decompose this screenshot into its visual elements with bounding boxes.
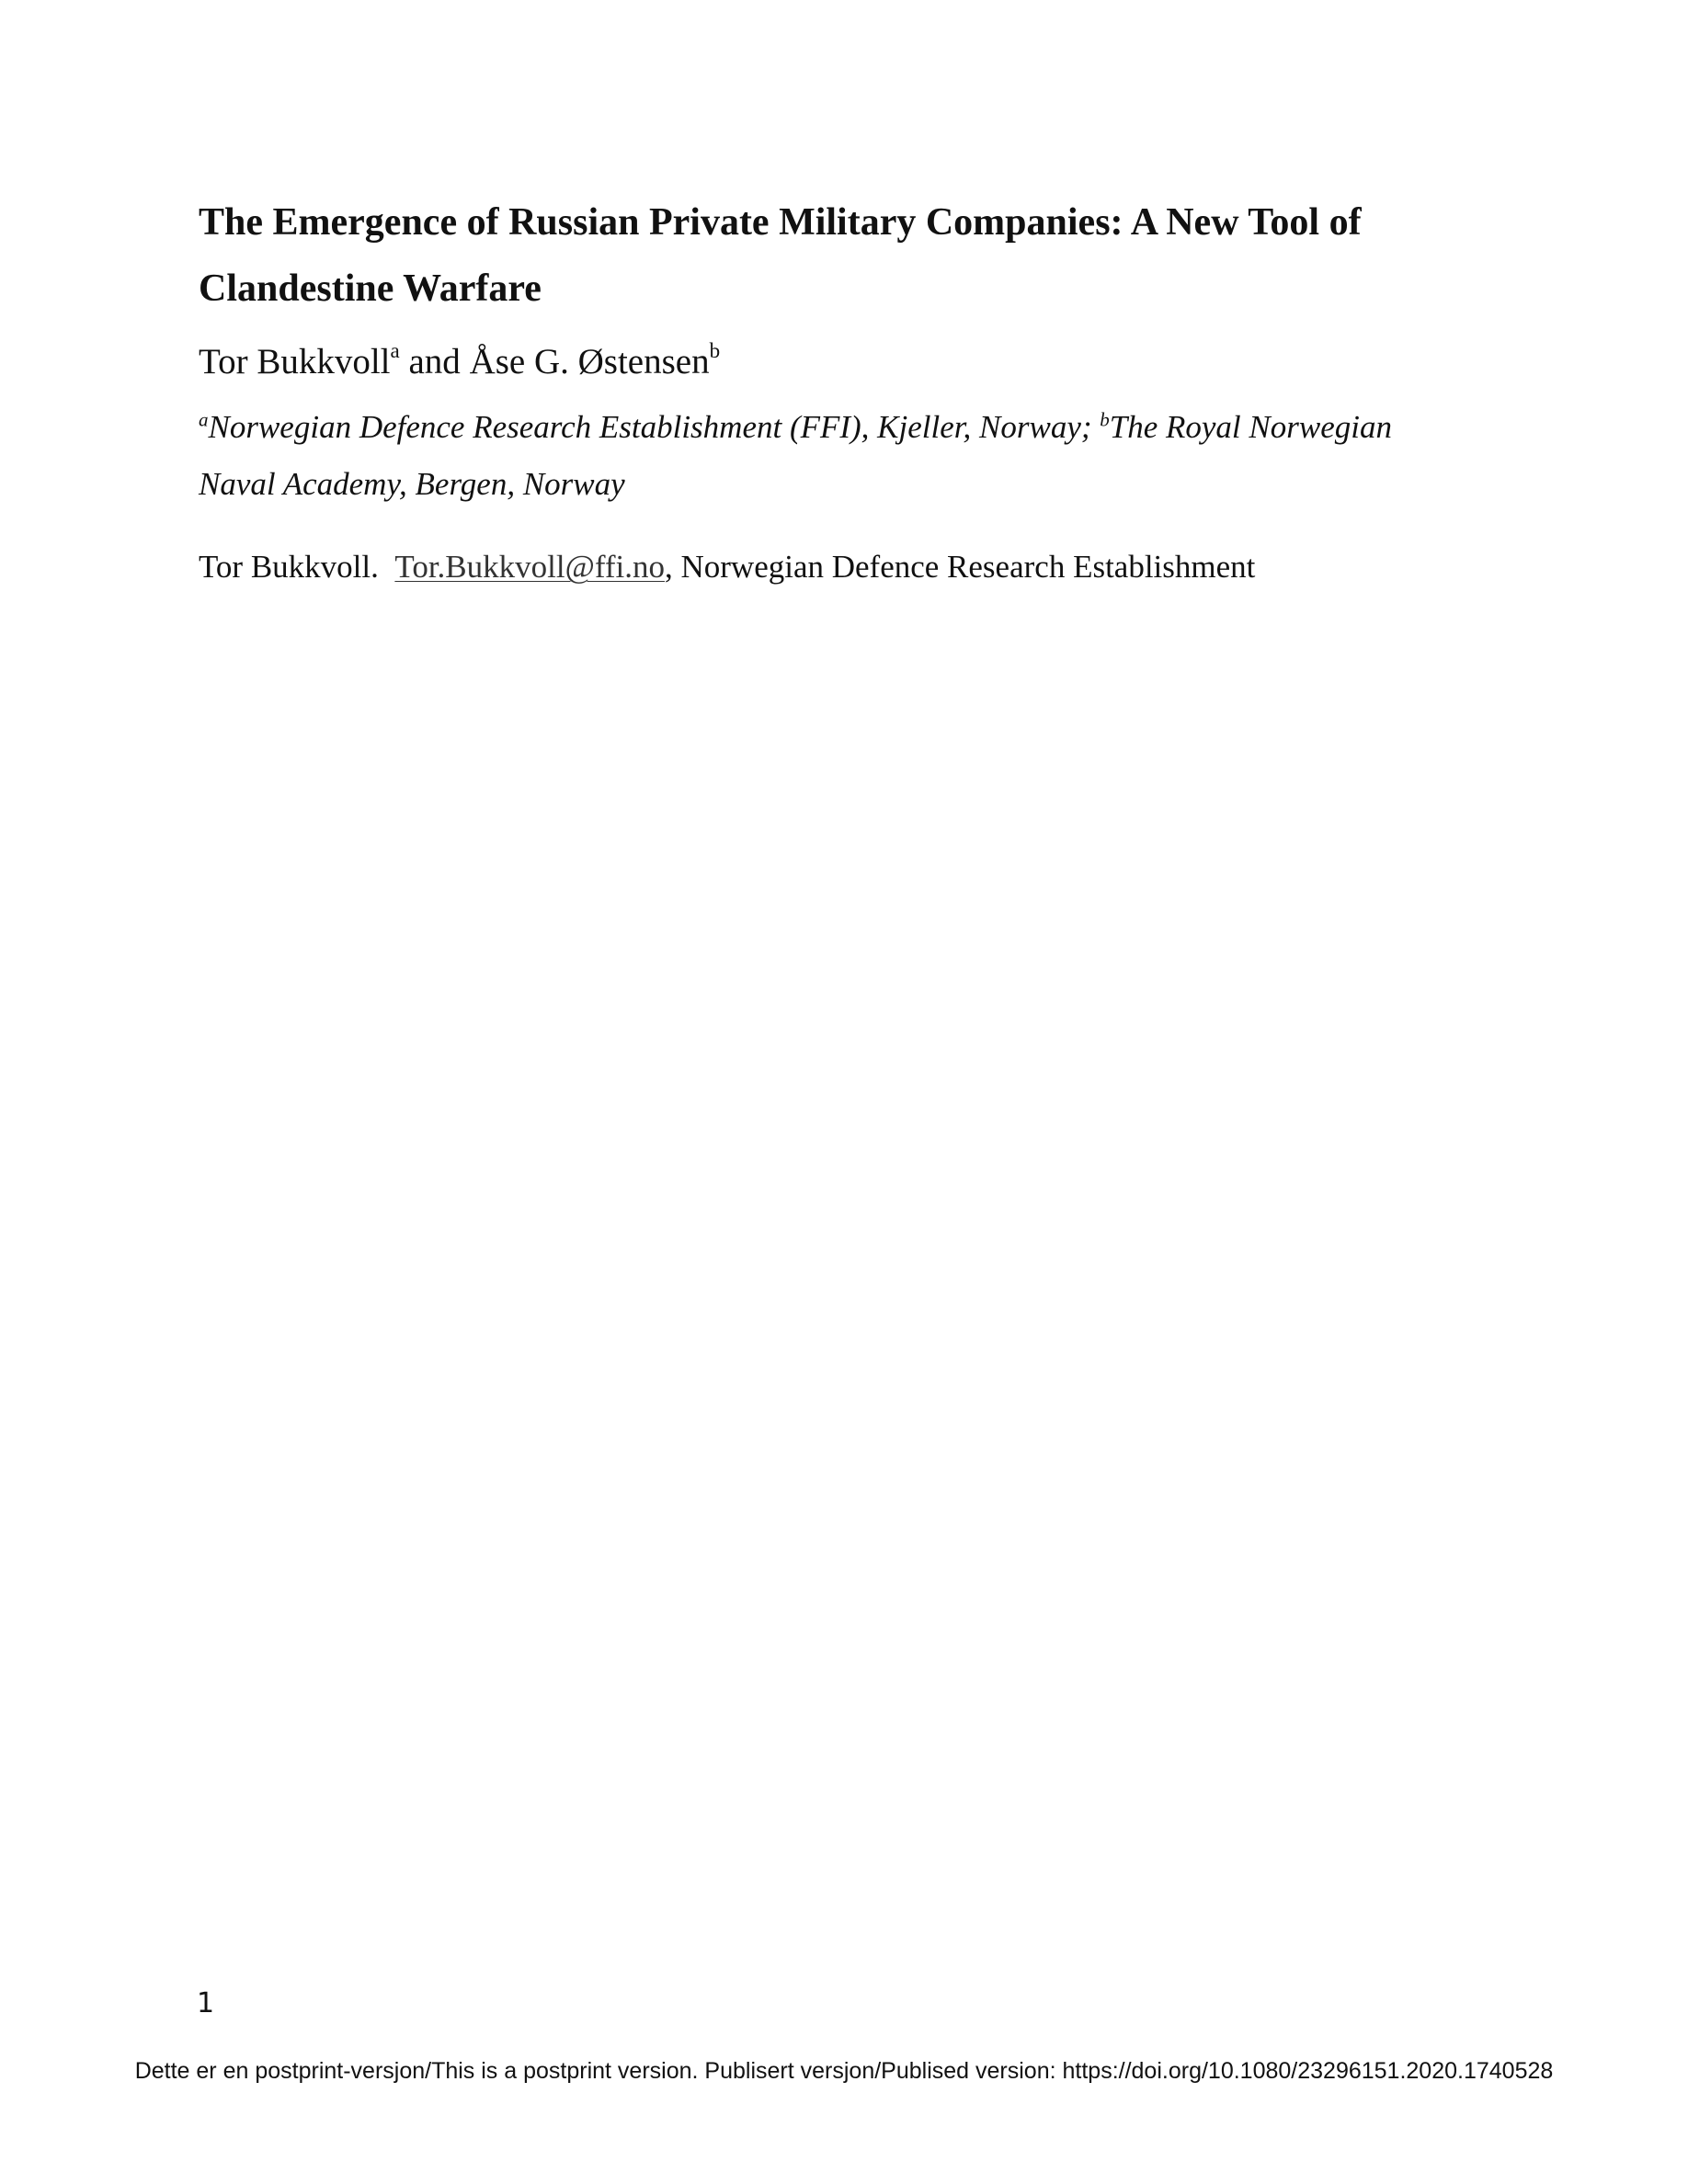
affiliation-marker: a — [390, 339, 400, 362]
affiliation-text: The Royal Norwegian — [1109, 409, 1392, 445]
author-name: Åse G. Østensen — [469, 342, 710, 381]
contact-institution: , Norwegian Defence Research Establishment — [664, 549, 1256, 585]
affiliation-text: Norwegian Defence Research Establishment (FFI), Kjeller, Norway; — [208, 409, 1101, 445]
affiliation-marker: b — [1100, 408, 1110, 431]
paper-title — [199, 189, 1486, 322]
paper-title-line-1: The Emergence of Russian Private Military Companies: A New Tool of — [199, 201, 1362, 244]
author-name: Tor Bukkvoll — [199, 342, 391, 381]
paper-title-line-2: Clandestine Warfare — [199, 267, 542, 310]
affiliation-marker: b — [709, 339, 721, 362]
affiliation-marker: a — [199, 408, 209, 431]
corresponding-author — [199, 544, 1486, 590]
author-list — [199, 338, 1486, 386]
postprint-footer: Dette er en postprint-versjon/This is a postprint version. Publisert versjon/Publised version: https://doi.org/10.1080/23296151.2020.1740528 — [134, 2058, 1554, 2084]
affiliation-text: Naval Academy, Bergen, Norway — [199, 466, 625, 502]
page-number: 1 — [197, 1987, 215, 2019]
author-connector: and — [399, 342, 470, 381]
affiliations — [199, 399, 1486, 513]
email-link[interactable]: Tor.Bukkvoll@ffi.no — [394, 549, 665, 585]
contact-name: Tor Bukkvoll. — [199, 549, 379, 585]
title-block — [199, 189, 1486, 590]
